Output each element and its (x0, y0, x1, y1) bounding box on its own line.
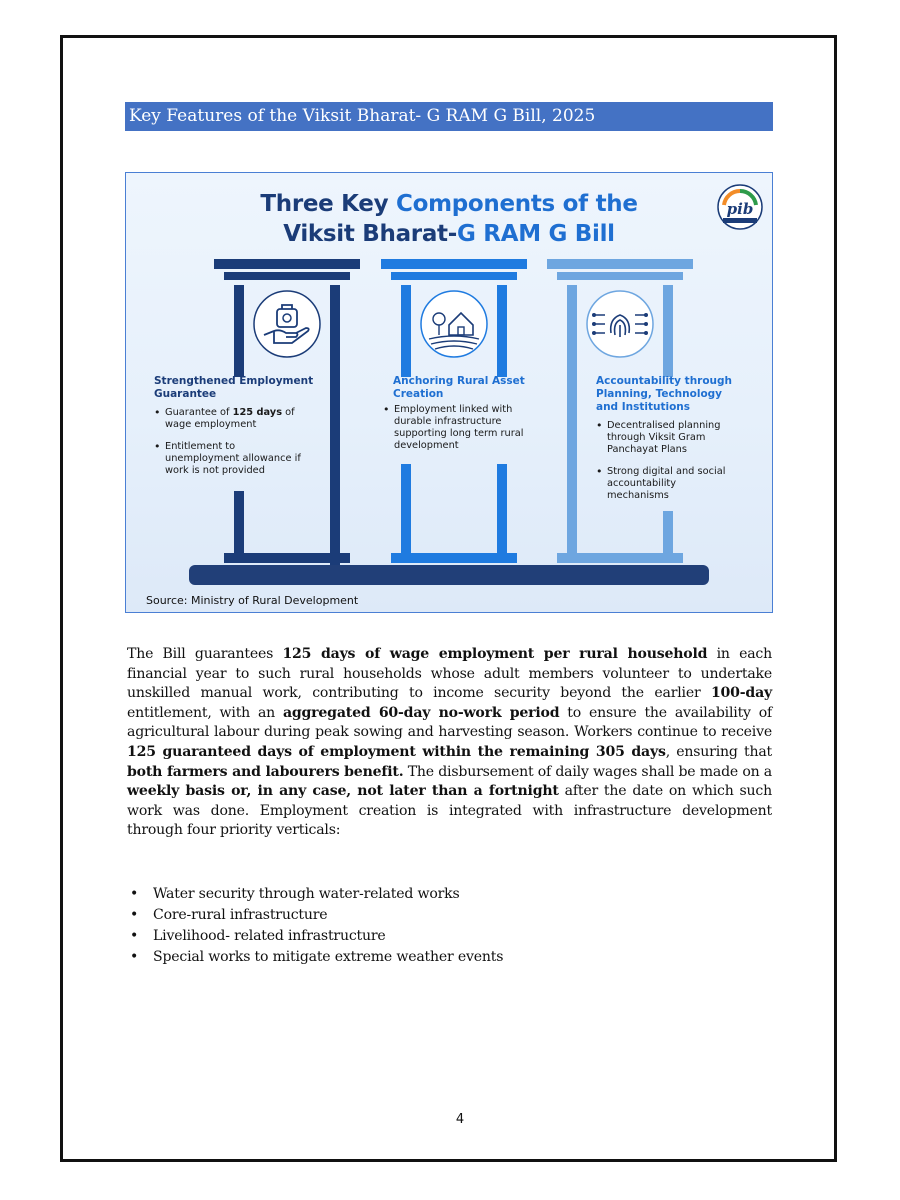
infographic-title-line2 (126, 221, 772, 247)
list-item (383, 404, 531, 452)
list-item: • Special works to mitigate extreme weather events (127, 947, 503, 968)
infographic-title-part: Three Key (260, 191, 396, 217)
infographic-source: Source: Ministry of Rural Development (146, 594, 359, 607)
list-item (154, 441, 312, 477)
infographic (125, 172, 773, 613)
list-item: • Livelihood- related infrastructure (127, 926, 503, 947)
component-title-line: and Institutions (596, 401, 691, 413)
component-2-bullets (383, 404, 531, 462)
hand-holding-bag-icon (252, 289, 322, 359)
bullet-text: Entitlement to unemployment allowance if work is not provided (165, 441, 301, 476)
component-title-line: Guarantee (154, 388, 217, 400)
component-title-line: Creation (393, 388, 444, 400)
paragraph-run: The disbursement of daily wages shall be made on a (403, 763, 772, 780)
paragraph-run: entitlement, with an (127, 704, 283, 721)
bullet-text: Strong digital and social accountability mechanisms (607, 466, 726, 501)
paragraph-run: in each financial year to such rural households whose adult members volunteer to undertake unskilled manual work, contributing to income security beyond the earlier (127, 646, 772, 702)
bullet-text: Decentralised planning through Viksit Gram Panchayat Plans (607, 420, 721, 455)
body-paragraph (127, 645, 772, 841)
paragraph-bold-run: both farmers and labourers benefit. (127, 763, 404, 780)
infographic-title-part: G RAM G Bill (457, 221, 615, 247)
component-title-line: Accountability through (596, 375, 733, 387)
paragraph-bold-run: 100-day (710, 685, 772, 702)
component-2-title (393, 375, 525, 401)
component-3-title (596, 375, 732, 414)
pib-logo-icon (716, 183, 764, 231)
list-item: • Water security through water-related works (127, 884, 503, 905)
list-item (154, 407, 312, 431)
base-bar (189, 565, 709, 585)
paragraph-bold-run: aggregated 60-day no-work period (282, 704, 560, 721)
logo-text: pib (726, 200, 754, 218)
component-1-bullets (154, 407, 312, 487)
paragraph-bold-run: 125 guaranteed days of employment within the remaining 305 days (127, 743, 666, 760)
paragraph-run: The Bill guarantees (127, 646, 283, 662)
component-3-bullets (596, 420, 736, 512)
infographic-title-line1 (126, 191, 772, 217)
list-item: • Core-rural infrastructure (127, 905, 503, 926)
fingerprint-circuit-icon (585, 289, 655, 359)
bullet-text: Employment linked with durable infrastructure supporting long term rural development (394, 404, 524, 451)
component-title-line: Strengthened Employment (154, 375, 314, 387)
component-1-title (154, 375, 313, 401)
component-title-line: Anchoring Rural Asset (393, 375, 525, 387)
bullet-text: of wage employment (165, 407, 295, 430)
priority-verticals-list (127, 884, 503, 968)
bullet-text: Guarantee of (165, 407, 233, 418)
paragraph-bold-run: 125 days of wage employment per rural household (282, 646, 708, 662)
infographic-title-part: Viksit Bharat- (283, 221, 457, 247)
paragraph-run: after the date on which such work was done. Employment creation is integrated with infrastructure development through four priority verticals: (127, 783, 772, 839)
rural-house-icon (419, 289, 489, 359)
infographic-title-part: Components of the (396, 191, 638, 217)
list-item (596, 420, 736, 456)
paragraph-run: , ensuring that (665, 743, 772, 760)
list-item (596, 466, 736, 502)
paragraph-run: to ensure the availability of agricultural labour during peak sowing and harvesting season. Workers continue to receive (127, 704, 772, 741)
page-number: 4 (455, 1112, 465, 1127)
paragraph-bold-run: weekly basis or, in any case, not later than a fortnight (127, 783, 559, 800)
bullet-bold: 125 days (232, 407, 283, 418)
component-title-line: Planning, Technology (596, 388, 723, 400)
section-title: Key Features of the Viksit Bharat- G RAM G Bill, 2025 (125, 102, 773, 131)
